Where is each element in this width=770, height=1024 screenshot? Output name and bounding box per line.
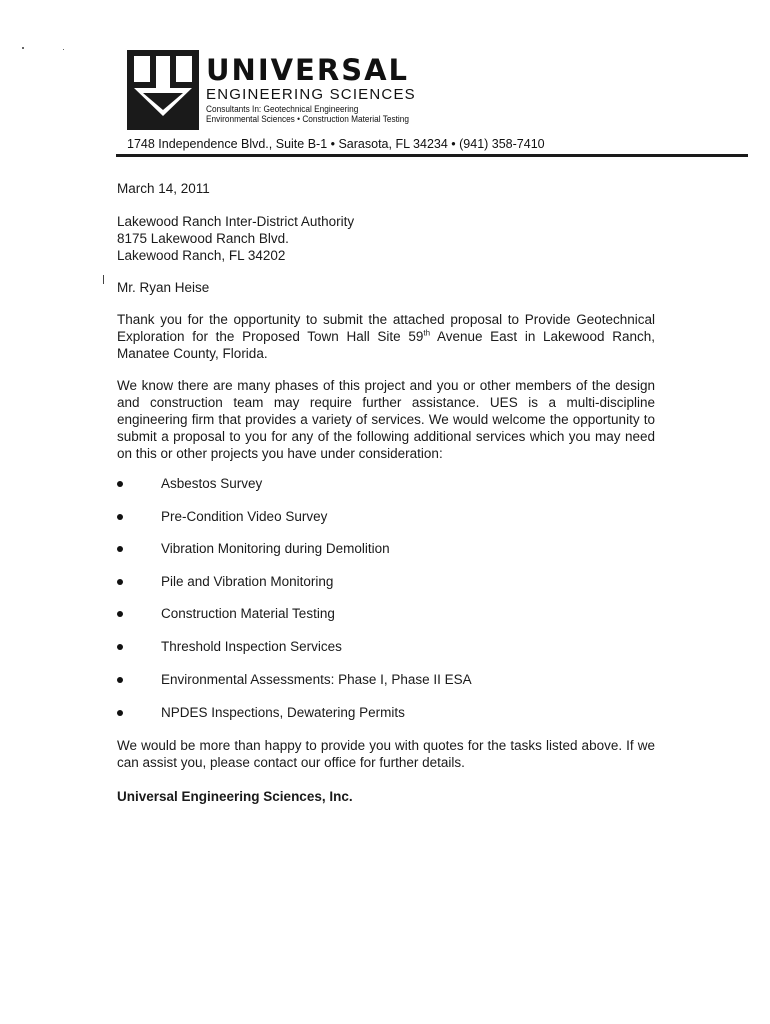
letterhead-rule <box>116 154 748 157</box>
bullet-icon <box>117 677 123 683</box>
company-address: 1748 Independence Blvd., Suite B-1 • Sarasota, FL 34234 • (941) 358-7410 <box>127 137 545 151</box>
letter-date: March 14, 2011 <box>117 181 210 196</box>
consultants-line-1: Consultants In: Geotechnical Engineering <box>206 104 359 114</box>
service-item: Pile and Vibration Monitoring <box>161 574 334 589</box>
service-item: NPDES Inspections, Dewatering Permits <box>161 705 405 720</box>
company-subtitle: ENGINEERING SCIENCES <box>206 86 416 103</box>
recipient-line-2: 8175 Lakewood Ranch Blvd. <box>117 231 289 246</box>
service-item: Environmental Assessments: Phase I, Phase II ESA <box>161 672 472 687</box>
consultants-line-2: Environmental Sciences • Construction Material Testing <box>206 114 409 124</box>
paragraph-services: We know there are many phases of this project and you or other members of the design and construction team may require further assistance. UES is a multi-discipline engineering firm that provides a variety of services. We would welcome the opportunity to submit a proposal to you for any of the following additional services which you may need on this or other projects you have under consideration: <box>117 378 655 461</box>
company-logo <box>127 50 199 130</box>
service-item: Pre-Condition Video Survey <box>161 509 328 524</box>
paragraph-intro: Thank you for the opportunity to submit the attached proposal to Provide Geotechnical Exploration for the Proposed Town Hall Site 59th Avenue East in Lakewood Ranch, Manatee County, Florida. <box>117 312 655 361</box>
bullet-icon <box>117 546 123 552</box>
recipient-line-3: Lakewood Ranch, FL 34202 <box>117 248 286 263</box>
service-item: Vibration Monitoring during Demolition <box>161 541 390 556</box>
service-item: Construction Material Testing <box>161 606 335 621</box>
scan-speck <box>22 47 24 49</box>
bullet-icon <box>117 579 123 585</box>
service-item: Asbestos Survey <box>161 476 263 491</box>
paragraph-closing: We would be more than happy to provide you with quotes for the tasks listed above. If we can assist you, please contact our office for further details. <box>117 738 655 770</box>
scan-mark <box>103 275 104 284</box>
bullet-icon <box>117 611 123 617</box>
bullet-icon <box>117 644 123 650</box>
service-item: Threshold Inspection Services <box>161 639 342 654</box>
company-name: UNIVERSAL <box>206 53 410 87</box>
scan-speck <box>63 49 64 50</box>
bullet-icon <box>117 481 123 487</box>
attention-line: Mr. Ryan Heise <box>117 280 210 295</box>
recipient-line-1: Lakewood Ranch Inter-District Authority <box>117 214 355 229</box>
bullet-icon <box>117 710 123 716</box>
bullet-icon <box>117 514 123 520</box>
signature-company: Universal Engineering Sciences, Inc. <box>117 789 353 804</box>
